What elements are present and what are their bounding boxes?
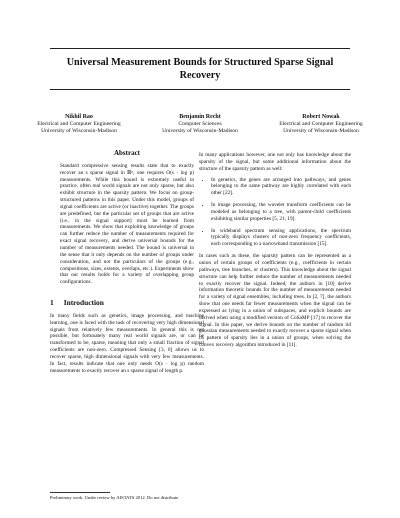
footnote: Preliminary work. Under review by AISTATS 2012. Do not distribute. [50,495,180,500]
author-dept: Electrical and Computer Engineering [37,121,121,128]
author-name: Nikhil Rao [65,114,93,120]
list-item: • In image processing, the wavelet transform coefficients can be modeled as belonging to a tree, with parent-child coefficients exhibiting similar properties [5, 21, 19]. [211,202,351,223]
author-dept: Electrical and Computer Engineering [279,121,363,128]
author-affiliation: University of Wisconsin-Madison [41,128,117,135]
section-heading [50,300,204,307]
author-block [20,114,380,136]
structure-examples-list [199,177,351,249]
author-dept: Computer Sciences [178,121,222,128]
paper-title: Universal Measurement Bounds for Structured Sparse Signal Recovery [66,57,334,81]
author-name: Benjamin Recht [179,114,221,120]
section-title: Introduction [63,298,104,308]
author-affiliation: University of Wisconsin-Madison [162,128,238,135]
author-name: Robert Nowak [302,114,340,120]
author-2 [141,114,259,136]
title-bottom-rule [50,89,350,90]
author-1 [20,114,138,136]
abstract-text: Standard compressive sensing results state that to exactly recover an s sparse signal in ℝᵖ, one requires O(s · log p) measurements. While this bound is extremely useful in practice, often real world signals are not only sparse, but also exhibit structure in the sparsity pattern. We focus on group-structured patterns in this paper. Under this model, groups of signal coefficients are active (or inactive) together. The groups are predefined, but the particular set of groups that are active (i.e., in the signal support) must be learned from measurements. We show that exploiting knowledge of groups can further reduce the number of measurements required for exact signal recovery, and derive universal bounds for the number of measurements needed. The bound is universal in the sense that it only depends on the number of groups under consideration, and not the particulars of the groups (e.g., compositions, sizes, extents, overlaps, etc.). Experiments show that our results holds for a variety of overlapping group configurations. [60,162,194,286]
intro-paragraph-2: In many applications however, one not only has knowledge about the sparsity of the signal, but some additional information about the structure of the sparsity pattern as well: [199,152,351,172]
right-column [199,152,351,353]
abstract-heading: Abstract [113,149,141,157]
list-item: • In genetics, the genes are arranged into pathways, and genes belonging to the same pathway are highly correlated with each other [22]. [211,177,351,198]
list-item: • In wideband spectrum sensing applications, the spectrum typically displays clusters of non-zero frequency coefficients, each corresponding to a narrowband transmission [15]. [211,228,351,249]
footnote-rule [50,492,110,493]
author-affiliation: University of Wisconsin-Madison [283,128,359,135]
section-number: 1 [50,298,54,308]
left-column [50,150,204,378]
intro-paragraph-1: In many fields such as genetics, image processing, and machine learning, one is faced with the task of recovering very high dimensional signals from relatively few measurements. In general this is not possible, but fortunately many real world signals are, or can be transformed to be, sparse, meaning that only a small fraction of signal coefficients are non-zero. Compressed Sensing [3, 6] allows us to recover sparse, high dimensional signals with very few measurements. In fact, results indicate that one only needs O(s · log p) random measurements to exactly recover an s sparse signal of length p. [50,312,204,374]
author-3 [262,114,380,136]
intro-paragraph-3: In cases such as these, the sparsity pattern can be represented as a union of certain groups of coefficients (e.g., coefficients in certain pathways, tree branches, or clusters). This knowledge about the signal structure can help further reduce the number of measurements needed to exactly recover the signal. Indeed, the authors in [10] derive information theoretic bounds for the number of measurements needed for a variety of signal ensembles, including trees. In [2, 7], the authors show that one needs far fewer measurements when the signal can be expressed as lying in a union of subspaces, and explicit bounds are derived when using a modified version of CoSaMP [17] to recover the signal. In this paper, we derive bounds on the number of random iid gaussian measurements needed to exactly recover a sparse signal when its pattern of sparsity lies in a union of groups, when solving the convex recovery algorithm introduced in [11]. [199,253,351,349]
title-top-rule [50,48,350,49]
